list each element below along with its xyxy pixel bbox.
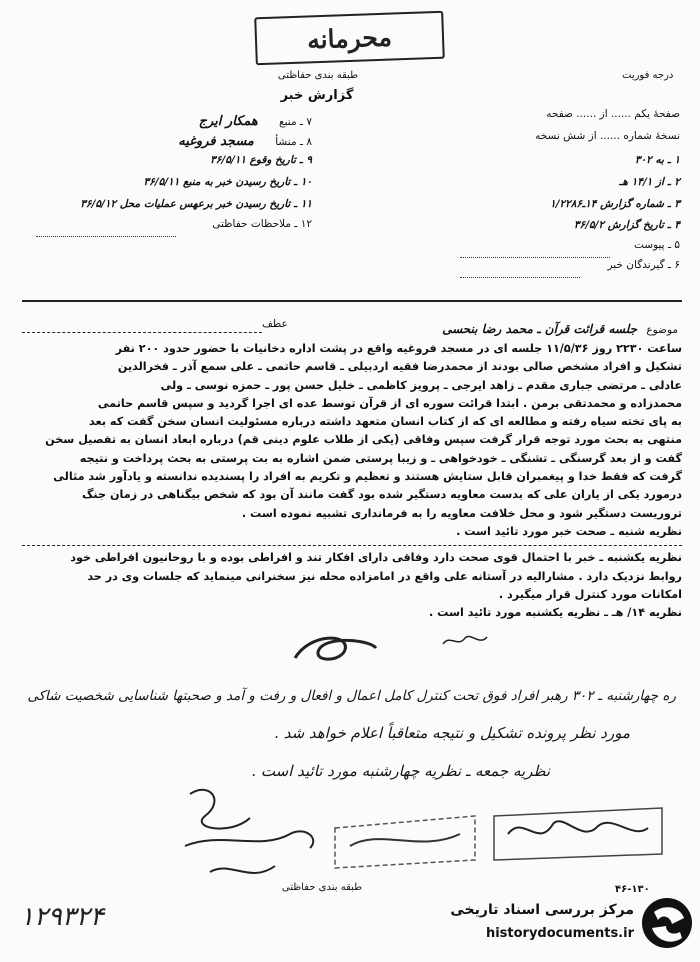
body-line: گفت و از بعد گرسنگی ـ تشنگی ـ خودخواهی ـ و زیبا پرستی ضمن اشاره به بت پرستی به بحث پرداخت و نتیجه: [79, 451, 682, 465]
field-report-number-text: ۳ ـ شماره گزارش ۱۴ـ۱/۲۲۸۶: [550, 198, 680, 210]
opinion-line: نظریه یکشنبه ـ خبر با احتمال قوی صحت دارد وفاقی دارای افکار تند و افراطی بوده و با روحانیون افراطی خود: [70, 551, 682, 565]
body-line: به پای تخته سیاه رفته و مطالعه ای که از کتاب انسان متعهد داشته درباره مسئولیت انسان سخن گفت که بعد: [89, 415, 682, 429]
field-occurrence-date-text: ۹ ـ تاریخ وقوع ۳۶/۵/۱۱: [210, 154, 312, 166]
field-from-text: ۲ ـ از ۱۴/۱ هـ: [619, 176, 680, 188]
body-line: گرفت که فقط خدا و پیغمبران قابل ستایش هستند و تعظیم و تکریم به افراد را پسندیده ندانسته و یادآور شد مثالی: [53, 470, 682, 484]
field-attachment: ۵ ـ پیوست: [633, 239, 680, 251]
field-to-text: ۱ ـ به ۳۰۲: [634, 154, 680, 166]
body-line: منتهی به بحث مورد توجه قرار گرفت سپس وفاقی (یکی از طلاب علوم دینی قم) درباره ابعاد انسان به تفصیل سخن: [45, 433, 682, 447]
field-report-date: [574, 219, 680, 231]
opinion-line: نظریه شنبه ـ صحت خبر مورد تائید است .: [456, 524, 682, 538]
classification-bottom: طبقه بندی حفاظتی: [281, 882, 363, 893]
opinion-line: روابط نزدیک دارد . مشارالیه در آستانه علی واقع در امامزاده محله نیز سخنرانی مینماید که جلسات وی در حد: [87, 569, 682, 583]
report-title: گزارش خبر: [280, 88, 354, 103]
header-separator: [22, 300, 682, 302]
archive-site: historydocuments.ir: [485, 926, 634, 941]
small-initials-icon: [440, 632, 490, 650]
field-ops-receipt-date-text: ۱۱ ـ تاریخ رسیدن خبر برعهس عملیات محل ۳۶/۵/۱۲: [80, 198, 312, 210]
handwritten-note-line3: نظریه جمعه ـ نظریه چهارشنبه مورد تائید است .: [251, 762, 550, 780]
field-source-receipt-date-text: ۱۰ ـ تاریخ رسیدن خبر به منبع ۳۶/۵/۱۱: [143, 176, 312, 188]
body-line: ساعت ۲۲۳۰ روز ۱۱/۵/۳۶ جلسه ای در مسجد فروغیه واقع در پشت اداره دخانیات با حضور حدود ۲۰۰ نفر: [115, 342, 682, 355]
faint-stamp-icon: [330, 808, 480, 870]
field-origin-label: ۸ ـ منشأ: [275, 136, 312, 148]
subject-value: جلسه قرائت قرآن ـ محمد رضا بنحسی: [442, 322, 637, 336]
field-origin: [178, 134, 312, 149]
document-number: ۱۲۹۳۲۴: [20, 902, 104, 932]
signature-left-icon: [170, 776, 330, 892]
field-ops-receipt-date: [80, 198, 312, 210]
subject: [442, 322, 678, 336]
opinion-separator: [22, 545, 682, 546]
classification-top: طبقه بندی حفاظتی: [277, 70, 359, 81]
signature-right-icon: [488, 804, 668, 864]
urgency-label: درجه فوریت: [622, 70, 674, 81]
field-origin-value: مسجد فروغیه: [178, 134, 254, 149]
archive-logo-icon: [642, 898, 692, 948]
report-body: [22, 340, 682, 622]
handwritten-note-line2: مورد نظر پرونده تشکیل و نتیجه متعاقباً اعلام خواهد شد .: [274, 724, 630, 742]
field-to: [635, 154, 680, 166]
recipients-dotline: [460, 267, 580, 278]
handwritten-note-line1: ره چهارشنبه ـ ۳۰۲ رهبر افراد فوق تحت کنترل کامل اعمال و افعال و رفت و آمد و صحبتها شناسایی شخصیت شاکی: [27, 688, 676, 704]
archive-watermark: [450, 896, 694, 952]
reference-dashline: [22, 332, 262, 333]
field-source: [199, 114, 312, 129]
archive-name: مرکز بررسی اسناد تاریخی: [450, 902, 634, 918]
page-line: صفحهٔ یکم ...... از ...... صفحه: [546, 108, 680, 120]
body-line: تروریست دستگیر شود و محل خلافت معاویه را به فرمانداری تشبیه نموده است .: [241, 506, 682, 520]
subject-label: موضوع: [646, 324, 678, 336]
field-source-receipt-date: [143, 176, 312, 188]
security-notes-dotline: [36, 226, 176, 237]
handwritten-flourish-icon: [290, 628, 380, 668]
field-source-label: ۷ ـ منبع: [279, 116, 312, 128]
field-from: [619, 176, 680, 188]
field-occurrence-date: [210, 154, 312, 166]
field-report-date-text: ۴ ـ تاریخ گزارش ۳۶/۵/۲: [573, 219, 680, 231]
field-recipients: ۶ ـ گیرندگان خبر: [607, 259, 680, 271]
field-report-number: [550, 198, 680, 210]
copy-line: نسخهٔ شماره ...... از شش نسخه: [535, 130, 680, 142]
confidential-stamp: محرمانه: [254, 11, 445, 66]
page-reference: ۴۶-۱۳۰: [615, 884, 650, 895]
body-line: درمورد یکی از یاران علی که بدست معاویه دستگیر شده بود گفت مانند آن بود که شخص بیگناهی در زمان جنگ: [81, 488, 682, 502]
body-line: محمدزاده و محمدتقی برمن . ابتدا قرائت سوره ای از قرآن توسط عده ای اجرا گردید و سپس قاسم حاتمی: [97, 396, 682, 410]
attachment-dotline: [460, 247, 610, 258]
body-line: عادلی ـ مرتضی جباری مقدم ـ زاهد ایرجی ـ پرویز کاظمی ـ خلیل حسن پور ـ حمزه نوسی ـ ولی: [160, 378, 682, 392]
reference-label: عطف: [262, 318, 288, 330]
opinion-line: نظریه ۱۴/ هـ ـ نظریه یکشنبه مورد تائید است .: [428, 606, 682, 620]
opinion-line: امکانات مورد کنترل قرار میگیرد .: [498, 587, 682, 601]
field-source-value: همکار ایرج: [198, 114, 258, 129]
body-line: تشکیل و افراد مشخص صالی بودند از محمدرضا فقیه اردبیلی ـ قاسم حاتمی ـ علی سمع آذر ـ فخرالدین: [117, 360, 682, 374]
field-security-notes: ۱۲ ـ ملاحظات حفاظتی: [212, 218, 312, 230]
